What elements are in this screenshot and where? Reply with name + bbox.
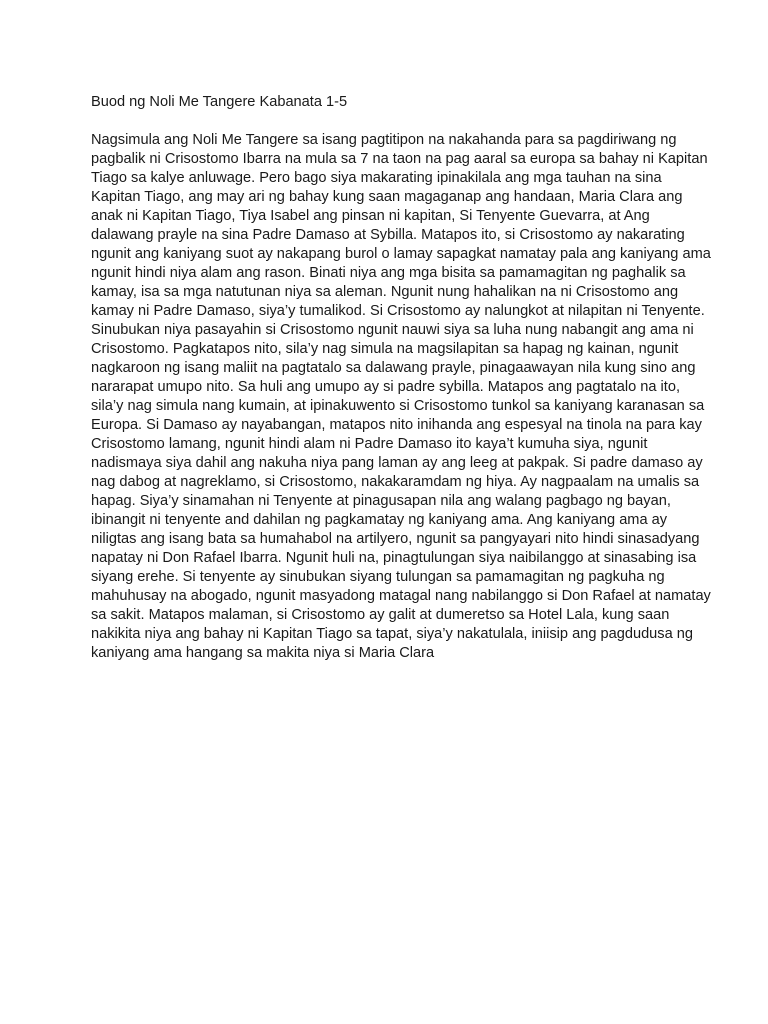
body-line: pagbalik ni Crisostomo Ibarra na mula sa 7 na taon na pag aaral sa europa sa bahay ni Kapitan: [91, 151, 708, 167]
body-line: Crisostomo. Pagkatapos nito, sila’y nag simula na magsilapitan sa hapag ng kainan, ngunit: [91, 341, 679, 357]
body-line: sa sakit. Matapos malaman, si Crisostomo ay galit at dumeretso sa Hotel Lala, kung saan: [91, 607, 670, 623]
body-line: nakikita niya ang bahay ni Kapitan Tiago sa tapat, siya’y nakatulala, iniisip ang pagdudusa ng: [91, 626, 693, 642]
body-line: dalawang prayle na sina Padre Damaso at Sybilla. Matapos ito, si Crisostomo ay nakarating: [91, 227, 685, 243]
body-line: mahuhusay na abogado, ngunit masyadong matagal nang nabilanggo si Don Rafael at namatay: [91, 588, 711, 604]
body-line: kaniyang ama hangang sa makita niya si Maria Clara: [91, 645, 435, 661]
body-line: Nagsimula ang Noli Me Tangere sa isang pagtitipon na nakahanda para sa pagdiriwang ng: [91, 132, 677, 148]
body-line: Europa. Si Damaso ay nayabangan, matapos nito inihanda ang espesyal na tinola na para kay: [91, 417, 702, 433]
document-title: Buod ng Noli Me Tangere Kabanata 1-5: [91, 94, 348, 110]
body-line: hapag. Siya’y sinamahan ni Tenyente at pinagusapan nila ang walang pagbago ng bayan,: [91, 493, 671, 509]
body-line: nag dabog at nagreklamo, si Crisostomo, nakakaramdam ng hiya. Ay nagpaalam na umalis sa: [91, 474, 700, 490]
body-line: napatay ni Don Rafael Ibarra. Ngunit huli na, pinagtulungan siya naibilanggo at sinasabing isa: [91, 550, 697, 566]
body-line: siyang erehe. Si tenyente ay sinubukan siyang tulungan sa pamamagitan ng pagkuha ng: [91, 569, 665, 585]
body-line: sila’y nag simula nang kumain, at ipinakuwento si Crisostomo tunkol sa kaniyang karanasan sa: [91, 398, 705, 414]
body-line: anak ni Kapitan Tiago, Tiya Isabel ang pinsan ni kapitan, Si Tenyente Guevarra, at Ang: [91, 208, 650, 224]
body-line: Sinubukan niya pasayahin si Crisostomo ngunit nauwi siya sa luha nung nabangit ang ama ni: [91, 322, 694, 338]
body-line: nararapat umupo nito. Sa huli ang umupo ay si padre sybilla. Matapos ang pagtatalo na ito,: [91, 379, 680, 395]
body-line: ngunit ang kaniyang suot ay nakapang burol o lamay sapagkat namatay pala ang kaniyang ama: [91, 246, 711, 262]
body-line: Tiago sa kalye anluwage. Pero bago siya makarating ipinakilala ang mga tauhan na sina: [91, 170, 662, 186]
body-line: Kapitan Tiago, ang may ari ng bahay kung saan magaganap ang handaan, Maria Clara ang: [91, 189, 683, 205]
body-line: niligtas ang isang bata sa humahabol na artilyero, ngunit sa pangyayari nito hindi sinasadyang: [91, 531, 700, 547]
body-line: kamay ni Padre Damaso, siya’y tumalikod. Si Crisostomo ay nalungkot at nilapitan ni Tenyente.: [91, 303, 705, 319]
body-line: nagkaroon ng isang maliit na pagtatalo sa dalawang prayle, pinagaawayan nila kung sino ang: [91, 360, 696, 376]
body-line: ngunit hindi niya alam ang rason. Binati niya ang mga bisita sa pamamagitan ng paghalik sa: [91, 265, 686, 281]
body-line: kamay, isa sa mga natutunan niya sa aleman. Ngunit nung hahalikan na ni Crisostomo ang: [91, 284, 679, 300]
body-line: nadismaya siya dahil ang nakuha niya pang laman ay ang leeg at pakpak. Si padre damaso ay: [91, 455, 703, 471]
body-line: ibinangit ni tenyente and dahilan ng pagkamatay ng kaniyang ama. Ang kaniyang ama ay: [91, 512, 668, 528]
document-body: [91, 131, 711, 663]
body-line: Crisostomo lamang, ngunit hindi alam ni Padre Damaso ito kaya’t kumuha siya, ngunit: [91, 436, 648, 452]
